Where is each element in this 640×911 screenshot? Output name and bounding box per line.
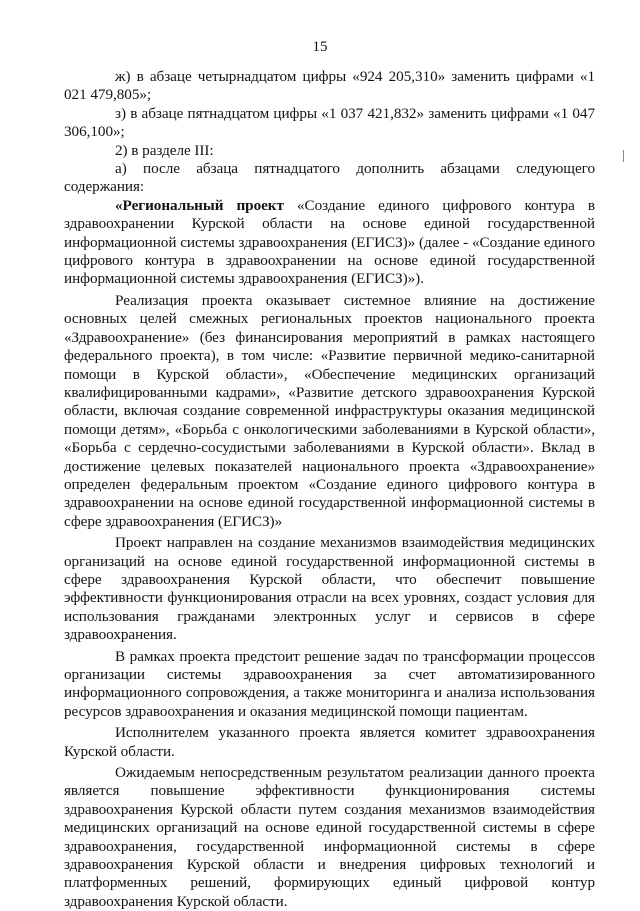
paragraph-systemic-impact: Реализация проекта оказывает системное влияние на достижение основных целей смежных региональных проектов национального проекта «Здравоохранение» (без финансирования мероприятий в рамках настоящего федерального проекта), в том числе: «Развитие первичной медико-санитарной помощи в Курской области», «Обеспечение медицинских организаций квалифицированными кадрами», «Развитие детского здравоохранения Курской области, включая создание современной инфраструктуры оказания медицинской помощи детям», «Борьба с онкологическими заболеваниями в Курской области», «Борьба с сердечно-сосудистыми заболеваниями в Курской области». Вклад в достижение целевых показателей национального проекта «Здравоохранение» определен федеральным проектом «Создание единого цифрового контура в здравоохранении на основе единой государственной информационной системы в сфере здравоохранения (ЕГИСЗ)» (64, 291, 595, 530)
paragraph-executor: Исполнителем указанного проекта является комитет здравоохранения Курской области. (64, 724, 595, 760)
paragraph-amendment-zh: ж) в абзаце четырнадцатом цифры «924 205,310» заменить цифрами «1 021 479,805»; (64, 68, 595, 104)
paragraph-expected-result: Ожидаемым непосредственным результатом реализации данного проекта является повышение эффективности функционирования системы здравоохранения Курской области путем создания механизмов взаимодействия медицинских организаций на основе единой государственной системы в сфере здравоохранения, государственной информационной системы в сфере здравоохранения Курской области и внедрения цифровых технологий и платформенных решений, формирующих единый цифровой контур здравоохранения Курской области. (64, 764, 595, 910)
paragraph-amendment-z: з) в абзаце пятнадцатом цифры «1 037 421,832» заменить цифрами «1 047 306,100»; (64, 104, 595, 141)
document-body (64, 68, 595, 911)
paragraph-section-iii: 2) в разделе III: (115, 141, 214, 159)
page-number: 15 (312, 39, 328, 55)
paragraph-project-tasks: В рамках проекта предстоит решение задач по трансформации процессов организации системы здравоохранения за счет автоматизированного информационного сопровождения, а также мониторинга и анализа использования ресурсов здравоохранения и оказания медицинской помощи пациентам. (64, 647, 595, 720)
paragraph-project-aim: Проект направлен на создание механизмов взаимодействия медицинских организаций на основе единой государственной информационной системы в сфере здравоохранения Курской области, что обеспечит повышение эффективности функционирования отрасли на всех уровнях, создаст условия для использования гражданами электронных услуг и сервисов в сфере здравоохранения. (64, 534, 595, 644)
paragraph-regional-project: «Региональный проект «Создание единого цифрового контура в здравоохранении Курской области на основе единой государственной информационной системы здравоохранения (ЕГИСЗ)» (далее - «Создание единого цифрового контура в здравоохранении на основе единой государственной информационной системы здравоохранения (ЕГИСЗ)»). (64, 196, 595, 288)
regional-project-heading: «Региональный проект (115, 196, 284, 214)
margin-mark (623, 150, 624, 162)
paragraph-item-a: а) после абзаца пятнадцатого дополнить абзацами следующего содержания: (64, 160, 595, 196)
